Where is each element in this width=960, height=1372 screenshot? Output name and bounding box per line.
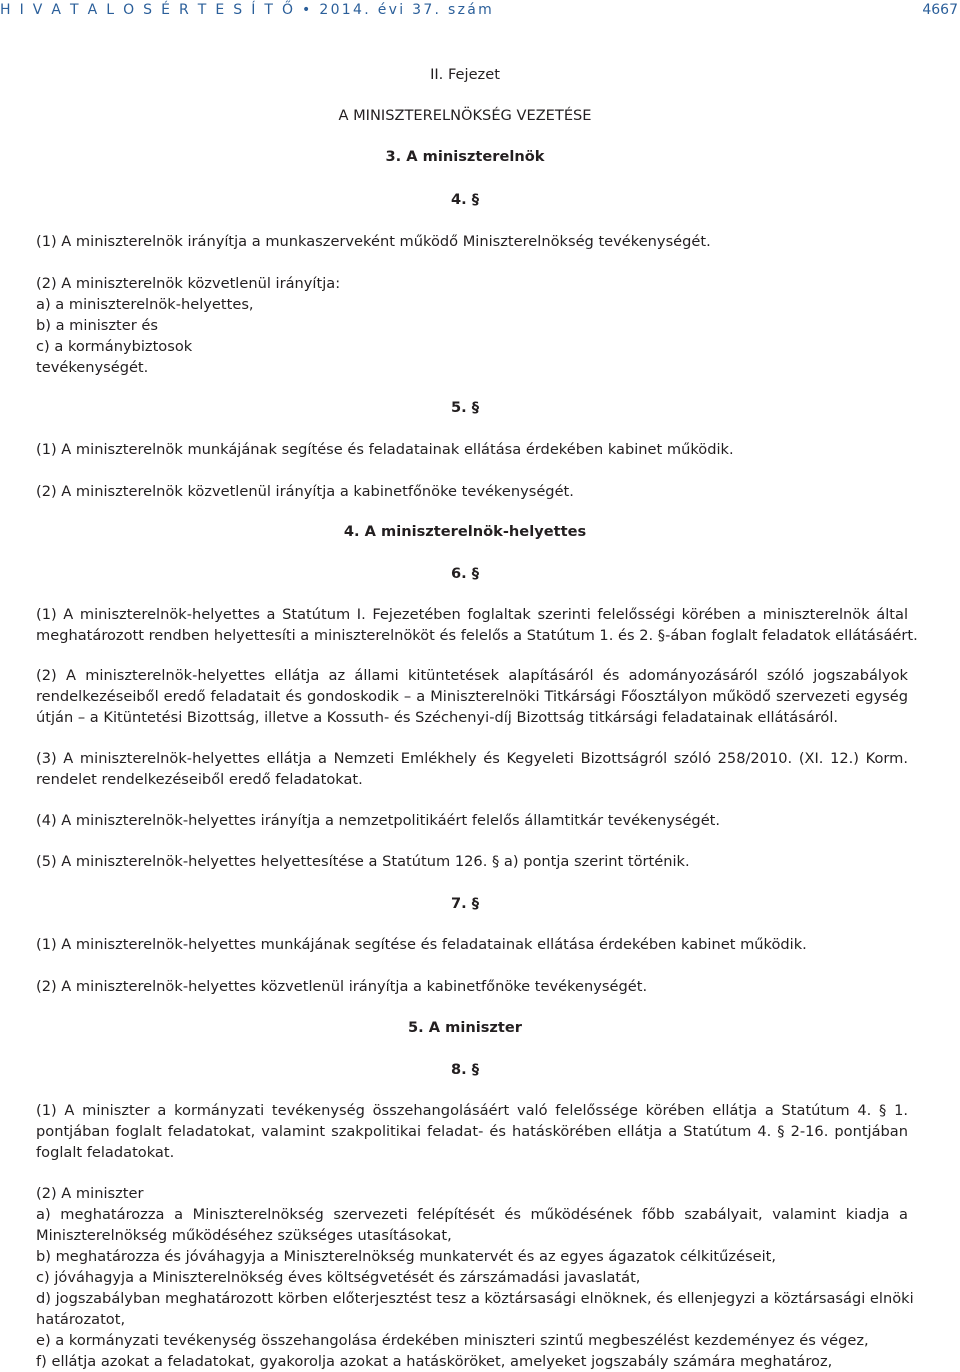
par4-subsection-2 [36, 273, 340, 378]
par4-subsection-1: (1) A miniszterelnök irányítja a munkaszerveként működő Miniszterelnökség tevékenységét. [36, 233, 711, 250]
par6-subsection-3 [36, 748, 908, 790]
paragraph-number-6: 6. § [450, 565, 480, 582]
section-heading-4: 4. A miniszterelnök-helyettes [343, 523, 587, 540]
par7-subsection-2: (2) A miniszterelnök-helyettes közvetlenül irányítja a kabinetfőnöke tevékenységét. [36, 978, 648, 995]
par5-subsection-1: (1) A miniszterelnök munkájának segítése és feladatainak ellátása érdekében kabinet működik. [36, 441, 734, 458]
par8-s2-point-f: f) ellátja azokat a feladatokat, gyakorolja azokat a hatásköröket, amelyeket jogszabály számára meghatároz, [36, 1353, 833, 1370]
par8-subsection-2 [36, 1183, 914, 1372]
par6-s3-line-1: (3) A miniszterelnök-helyettes ellátja a Nemzeti Emlékhely és Kegyeleti Bizottságról szóló 258/2010. (XI. 12.) Korm. [36, 750, 908, 767]
section-heading-5: 5. A miniszter [407, 1019, 522, 1036]
par6-subsection-2 [36, 665, 908, 728]
par6-s2-line-2: rendelkezéseiből eredő feladatait és gondoskodik – a Miniszterelnöki Titkársági Főosztályon működő szervezeti egység [36, 688, 908, 705]
par8-s2-point-c: c) jóváhagyja a Miniszterelnökség éves költségvetését és zárszámadási javaslatát, [36, 1269, 641, 1286]
par8-s2-point-d-line-1: d) jogszabályban meghatározott körben előterjesztést tesz a köztársasági elnöknek, és ellenjegyzi a köztársasági elnöki [36, 1290, 914, 1307]
par6-s1-line-1: (1) A miniszterelnök-helyettes a Statútum I. Fejezetében foglaltak szerinti felelősségi körében a miniszterelnök által [36, 606, 908, 623]
par8-s2-point-e: e) a kormányzati tevékenység összehangolása érdekében miniszteri szintű megbeszélést kezdeményez és végez, [36, 1332, 869, 1349]
paragraph-number-4: 4. § [450, 191, 480, 208]
par8-s1-line-2: pontjában foglalt feladatokat, valamint szakpolitikai feladat- és hatáskörében ellátja a Statútum 4. § 2-16. pontjában [36, 1123, 908, 1140]
paragraph-number-7: 7. § [450, 895, 480, 912]
par6-s3-line-2: rendelet rendelkezéseiből eredő feladatokat. [36, 771, 363, 788]
par4-s2-point-a: a) a miniszterelnök-helyettes, [36, 296, 254, 313]
par4-s2-point-b: b) a miniszter és [36, 317, 158, 334]
par8-s1-line-3: foglalt feladatokat. [36, 1144, 175, 1161]
par8-s2-point-a-line-2: Miniszterelnökség működéséhez szükséges utasításokat, [36, 1227, 452, 1244]
par6-subsection-4: (4) A miniszterelnök-helyettes irányítja a nemzetpolitikáért felelős államtitkár tevékenységét. [36, 812, 721, 829]
par6-subsection-1 [36, 604, 918, 646]
page-number: 4667 [922, 2, 958, 18]
par6-subsection-5: (5) A miniszterelnök-helyettes helyettesítése a Statútum 126. § a) pontja szerint történik. [36, 853, 690, 870]
par5-subsection-2: (2) A miniszterelnök közvetlenül irányítja a kabinetfőnöke tevékenységét. [36, 483, 574, 500]
par6-s2-line-3: útján – a Kitüntetési Bizottság, illetve a Kossuth- és Széchenyi-díj Bizottság titkársági feladatainak ellátásáról. [36, 709, 839, 726]
par8-s2-point-d-line-2: határozatot, [36, 1311, 126, 1328]
section-heading-3: 3. A miniszterelnök [385, 148, 545, 165]
running-header [0, 2, 960, 24]
par4-s2-intro: (2) A miniszterelnök közvetlenül irányítja: [36, 275, 341, 292]
journal-title: H I V A T A L O S É R T E S Í T Ő • 2014. évi 37. szám [0, 2, 495, 18]
par8-s2-point-b: b) meghatározza és jóváhagyja a Miniszterelnökség munkatervét és az egyes ágazatok célkitűzéseit, [36, 1248, 777, 1265]
par8-s1-line-1: (1) A miniszter a kormányzati tevékenység összehangolásáért való felelőssége körében ellátja a Statútum 4. § 1. [36, 1102, 908, 1119]
par4-s2-point-c: c) a kormánybiztosok [36, 338, 193, 355]
par6-s1-line-2: meghatározott rendben helyettesíti a miniszterelnököt és felelős a Statútum 1. és 2. §-ában foglalt feladatok ellátásáért. [36, 627, 918, 644]
paragraph-number-8: 8. § [450, 1061, 480, 1078]
par8-s2-point-a-line-1: a) meghatározza a Miniszterelnökség szervezeti felépítését és működésének főbb szabályait, valamint kiadja a [36, 1206, 908, 1223]
par7-subsection-1: (1) A miniszterelnök-helyettes munkájának segítése és feladatainak ellátása érdekében kabinet működik. [36, 936, 807, 953]
par6-s2-line-1: (2) A miniszterelnök-helyettes ellátja az állami kitüntetések alapításáról és adományozásáról szóló jogszabályok [36, 667, 908, 684]
paragraph-number-5: 5. § [450, 399, 480, 416]
par4-s2-closing: tevékenységét. [36, 359, 149, 376]
chapter-number: II. Fejezet [430, 66, 500, 83]
par8-s2-intro: (2) A miniszter [36, 1185, 144, 1202]
par8-subsection-1 [36, 1100, 908, 1163]
chapter-title: A MINISZTERELNÖKSÉG VEZETÉSE [338, 107, 592, 124]
